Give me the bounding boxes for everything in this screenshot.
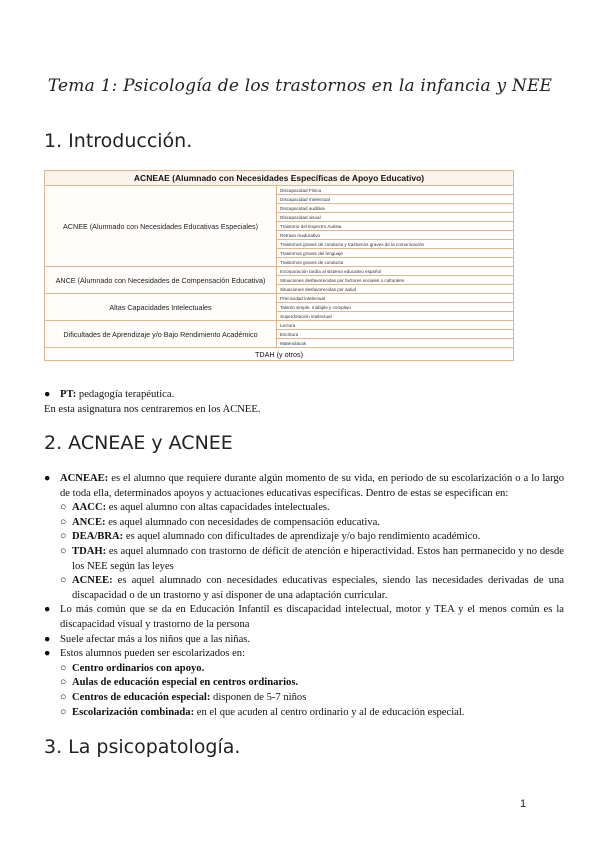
type-label: AACC: xyxy=(72,502,107,514)
table-subitem: Talento simple, múltiple y complejo xyxy=(277,303,514,312)
acneae-list xyxy=(44,472,564,720)
type-label: TDAH: xyxy=(72,545,107,557)
acneae-table xyxy=(44,170,514,361)
table-subitem: Discapacidad auditiva xyxy=(277,204,514,213)
table-category-altas-capacidades: Altas Capacidades Intelectuales xyxy=(45,294,277,321)
list-item: ○ ANCE: es aquel alumnado con necesidades de compensación educativa. xyxy=(60,516,380,528)
type-label: ACNEE: xyxy=(72,575,113,587)
page-number: 1 xyxy=(520,798,527,810)
table-category-ance: ANCE (Alumnado con Necesidades de Compensación Educativa) xyxy=(45,267,277,294)
schooling-text: Estos alumnos pueden ser escolarizados en: xyxy=(60,648,246,660)
type-text: es aquel alumnado con necesidades de compensación educativa. xyxy=(105,516,380,528)
table-footer-tdah: TDAH (y otros) xyxy=(45,348,514,361)
table-subitem: Retraso madurativo xyxy=(277,231,514,240)
table-subitem: Escritura xyxy=(277,330,514,339)
table-subitem: Discapacidad visual xyxy=(277,213,514,222)
option-text: en el que acuden al centro ordinario y al de educación especial. xyxy=(194,706,465,718)
list-item: ○ Escolarización combinada: en el que acuden al centro ordinario y al de educación especial. xyxy=(60,706,465,718)
table-subitem: Trastornos graves de conducta y trastornos graves de la comunicación xyxy=(277,240,514,249)
option-label: Centros de educación especial: xyxy=(72,691,211,703)
table-subitem: Incorporación tardía al sistema educativo español xyxy=(277,267,514,276)
option-label: Escolarización combinada: xyxy=(72,706,195,718)
section-heading-introduccion: 1. Introducción. xyxy=(44,130,193,152)
intro-note: En esta asignatura nos centraremos en los ACNEE. xyxy=(44,404,261,415)
option-label: Aulas de educación especial en centros ordinarios. xyxy=(72,677,299,689)
list-item: ○ Aulas de educación especial en centros ordinarios. xyxy=(60,677,299,689)
type-text: es aquel alumnado con necesidades educativas especiales, siendo las necesidades derivadas de una discapacidad o de un trastorno y así disponer de una adaptación curricular. xyxy=(72,575,564,601)
table-subitem: Precocidad intelectual xyxy=(277,294,514,303)
document-title: Tema 1: Psicología de los trastornos en la infancia y NEE xyxy=(47,76,553,96)
table-subitem: Matemáticas xyxy=(277,339,514,348)
table-header: ACNEAE (Alumnado con Necesidades Específicas de Apoyo Educativo) xyxy=(45,171,514,186)
type-label: DEA/BRA: xyxy=(72,531,124,543)
pt-text: pedagogía terapéutica. xyxy=(76,389,175,400)
table-subitem: Superdotación intelectual xyxy=(277,312,514,321)
section-heading-acneae: 2. ACNEAE y ACNEE xyxy=(44,432,233,454)
list-item: ○ DEA/BRA: es aquel alumnado con dificultades de aprendizaje y/o bajo rendimiento académico. xyxy=(60,531,481,543)
list-item: ● Lo más común que se da en Educación Infantil es discapacidad intelectual, motor y TEA y el menos común es la discapacidad visual y trastorno de la persona xyxy=(44,604,564,630)
list-item: ● Estos alumnos pueden ser escolarizados en: ○ Centro ordinarios con apoyo. ○ Aulas de educación especial en centros ordinarios. ○ Centros de educación especial: disponen de 5-7 niños ○ Escolarización combinada: en el que acuden al centro ordinario y al de educación especial. xyxy=(44,647,564,720)
list-item: ○ TDAH: es aquel alumnado con trastorno de déficit de atención e hiperactividad. Estos han permanecido y no desde los NEE según las leyes xyxy=(60,545,564,572)
list-item: ○ AACC: es aquel alumno con altas capacidades intelectuales. xyxy=(60,502,330,514)
list-item: ○ Centro ordinarios con apoyo. xyxy=(60,662,205,674)
table-subitem: Situaciones desfavorecidas por factores sociales o culturales xyxy=(277,276,514,285)
boys-text: Suele afectar más a los niños que a las niñas. xyxy=(60,633,251,645)
type-text: es aquel alumnado con dificultades de aprendizaje y/o bajo rendimiento académico. xyxy=(123,531,481,543)
type-label: ANCE: xyxy=(72,516,106,528)
list-item: ○ ACNEE: es aquel alumnado con necesidades educativas especiales, siendo las necesidades derivadas de una discapacidad o de un trastorno y así disponer de una adaptación curricular. xyxy=(60,575,564,601)
type-text: es aquel alumno con altas capacidades intelectuales. xyxy=(106,502,330,514)
list-item: ● ACNEAE: es el alumno que requiere durante algún momento de su vida, en período de su escolarización o a lo largo de toda ella, determinados apoyos y actuaciones educativas específicas. Dentro de estas se especifican en: ○ AACC: es aquel alumno con altas capacidades intelectuales. ○ ANCE: es aquel alumnado con necesidades de compensación educativa. ○ DEA/BRA: es aquel alumnado con dificultades de aprendizaje y/o bajo rendimiento académico. ○ TDAH: es aquel alumnado con trastorno de déficit de atención e hiperactividad. Estos han permanecido y no desde los NEE según las leyes ○ ACNEE: es aquel alumnado con necesidades educativas especiales, siendo las necesidades derivadas de una discapacidad o de un trastorno y así disponer de una adaptación curricular. xyxy=(44,472,564,603)
table-subitem: Trastornos graves del lenguaje xyxy=(277,249,514,258)
list-item: ● PT: pedagogía terapéutica. xyxy=(44,389,175,400)
schooling-options-list xyxy=(60,662,564,720)
table-subitem: Situaciones desfavorecidas por salud xyxy=(277,285,514,294)
acneae-text: es el alumno que requiere durante algún momento de su vida, en período de su escolarización o a lo largo de toda ella, determinados apoyos y actuaciones educativas específicas. Dentro de estas se especifican en: xyxy=(60,473,564,499)
table-category-dificultades: Dificultades de Aprendizaje y/o Bajo Rendimiento Académico xyxy=(45,321,277,348)
acneae-types-list xyxy=(60,501,564,603)
list-item: ● Suele afectar más a los niños que a las niñas. xyxy=(44,633,251,645)
table-category-acnee: ACNEE (Alumnado con Necesidades Educativas Especiales) xyxy=(45,186,277,267)
acneae-label: ACNEAE: xyxy=(60,473,109,484)
type-text: es aquel alumnado con trastorno de déficit de atención e hiperactividad. Estos han permanecido y no desde los NEE según las leyes xyxy=(72,545,564,572)
pt-list xyxy=(44,388,564,403)
pt-label: PT: xyxy=(60,389,77,400)
option-label: Centro ordinarios con apoyo. xyxy=(72,662,205,674)
table-subitem: Discapacidad Intelectual xyxy=(277,195,514,204)
list-item: ○ Centros de educación especial: disponen de 5-7 niños xyxy=(60,691,307,703)
common-text: Lo más común que se da en Educación Infantil es discapacidad intelectual, motor y TEA y el menos común es la discapacidad visual y trastorno de la persona xyxy=(60,604,564,630)
table-subitem: Lectura xyxy=(277,321,514,330)
option-text: disponen de 5-7 niños xyxy=(210,691,307,703)
section-heading-psicopatologia: 3. La psicopatología. xyxy=(44,736,241,758)
table-subitem: Trastornos graves de conducta xyxy=(277,258,514,267)
table-subitem: Trastorno del Espectro Autista xyxy=(277,222,514,231)
table-subitem: Discapacidad Física xyxy=(277,186,514,195)
